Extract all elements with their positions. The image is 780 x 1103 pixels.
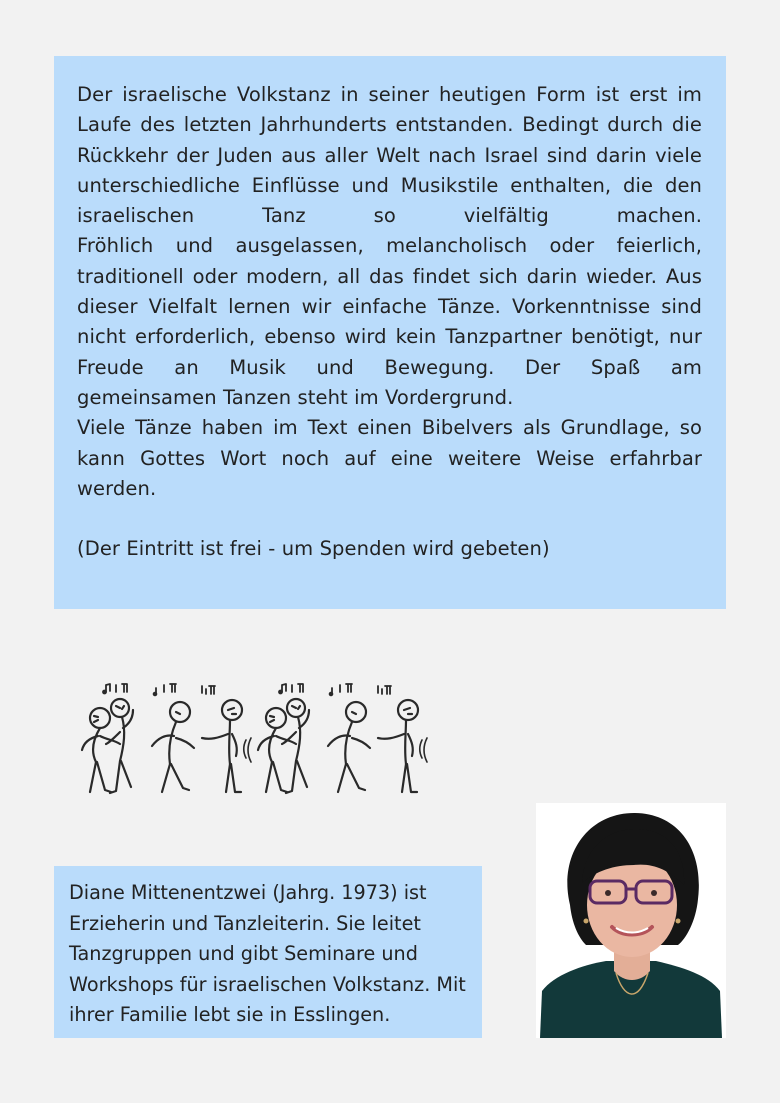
admission-note: (Der Eintritt ist frei - um Spenden wird gebeten) (77, 537, 550, 561)
intro-paragraph-1: Der israelische Volkstanz in seiner heutigen Form ist erst im Laufe des letzten Jahrhunderts entstanden. Bedingt durch die Rückkehr der Juden aus aller Welt nach Israel sind darin viele unterschiedliche Einflüsse und Musikstile enthalten, die den israelischen Tanz so vielfältig machen. (77, 83, 702, 228)
intro-paragraph-3: Viele Tänze haben im Text einen Bibelvers als Grundlage, so kann Gottes Wort noch auf eine weitere Weise erfahrbar werden. (77, 416, 702, 500)
portrait-photo (536, 803, 726, 1038)
intro-paragraph-2-end: gemeinsamen Tanzen steht im Vordergrund. (77, 385, 514, 409)
intro-paragraph-2: Fröhlich und ausgelassen, melancholisch oder feierlich, traditionell oder modern, all das findet sich darin wieder. Aus dieser Vielfalt lernen wir einfache Tänze. Vorkenntnisse sind nicht erforderlich, ebenso wird kein Tanzpartner benötigt, nur Freude an Musik und Bewegung. Der Spaß am (77, 234, 702, 379)
dancing-people-illustration (76, 676, 434, 798)
bio-text: Diane Mittenentzwei (Jahrg. 1973) ist Erzieherin und Tanzleiterin. Sie leitet Tanzgruppen und gibt Seminare und Workshops für israelischen Volkstanz. Mit ihrer Familie lebt sie in Esslingen. (69, 881, 466, 1027)
bio-text-box (54, 866, 482, 1038)
intro-text-box (54, 56, 726, 609)
